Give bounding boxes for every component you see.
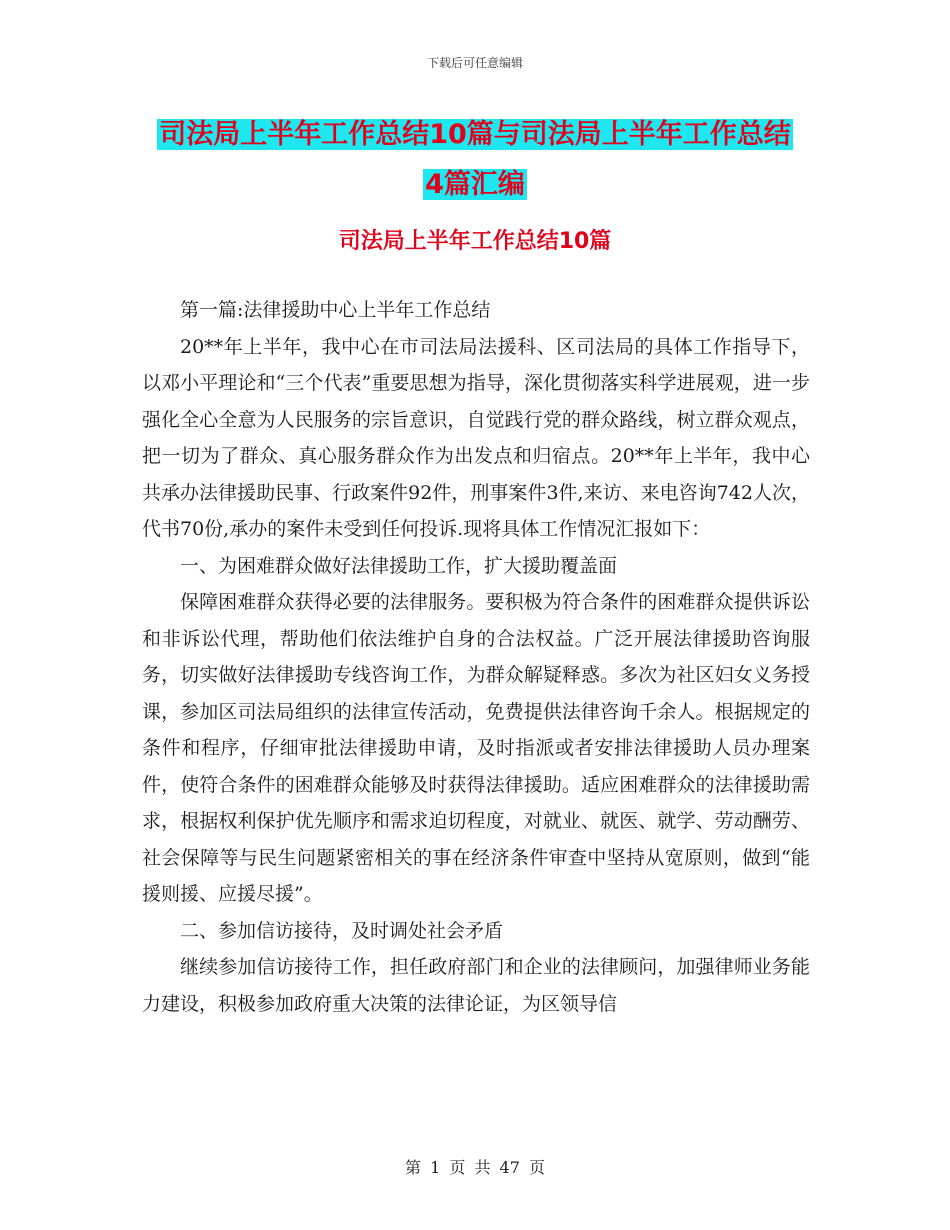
page-number: 第 1 页 共 47 页 <box>405 1158 545 1177</box>
body-paragraph: 保障困难群众获得必要的法律服务。要积极为符合条件的困难群众提供诉讼和非诉讼代理，帮助他们依法维护自身的合法权益。广泛开展法律援助咨询服务，切实做好法律援助专线咨询工作，为群众解疑释惑。多次为社区妇女义务授课，参加区司法局组织的法律宣传活动，免费提供法律咨询千余人。根据规定的条件和程序，仔细审批法律援助申请，及时指派或者安排法律援助人员办理案件，使符合条件的困难群众能够及时获得法律援助。适应困难群众的法律援助需求，根据权利保护优先顺序和需求迫切程度，对就业、就医、就学、劳动酬劳、社会保障等与民生问题紧密相关的事在经济条件审查中坚持从宽原则，做到“能援则援、应援尽援”。 <box>142 591 810 905</box>
body-paragraph: 继续参加信访接待工作，担任政府部门和企业的法律顾问，加强律师业务能力建设，积极参加政府重大决策的法律论证，为区领导信 <box>142 956 810 1015</box>
subsection-heading: 一、为困难群众做好法律援助工作，扩大援助覆盖面 <box>180 554 618 577</box>
title-line-2: 4篇汇编 <box>425 169 525 200</box>
subsection-heading: 二、参加信访接待，及时调处社会矛盾 <box>180 919 504 942</box>
header-note: 下载后可任意编辑 <box>426 56 523 70</box>
page-header <box>0 54 950 71</box>
title-line-1: 司法局上半年工作总结10篇与司法局上半年工作总结 <box>159 119 791 150</box>
document-title <box>140 110 810 210</box>
page-footer <box>0 1155 950 1178</box>
body-paragraph: 20**年上半年，我中心在市司法局法援科、区司法局的具体工作指导下，以邓小平理论和“三个代表”重要思想为指导，深化贯彻落实科学进展观，进一步强化全心全意为人民服务的宗旨意识，自觉践行党的群众路线，树立群众观点，把一切为了群众、真心服务群众作为出发点和归宿点。20**年上半年，我中心共承办法律援助民事、行政案件92件，刑事案件3件,来访、来电咨询742人次，代书70份,承办的案件未受到任何投诉.现将具体工作情况汇报如下： <box>142 335 810 540</box>
chapter-heading: 第一篇:法律援助中心上半年工作总结 <box>180 299 491 321</box>
section-title: 司法局上半年工作总结10篇 <box>338 229 612 254</box>
document-body <box>142 292 810 1022</box>
